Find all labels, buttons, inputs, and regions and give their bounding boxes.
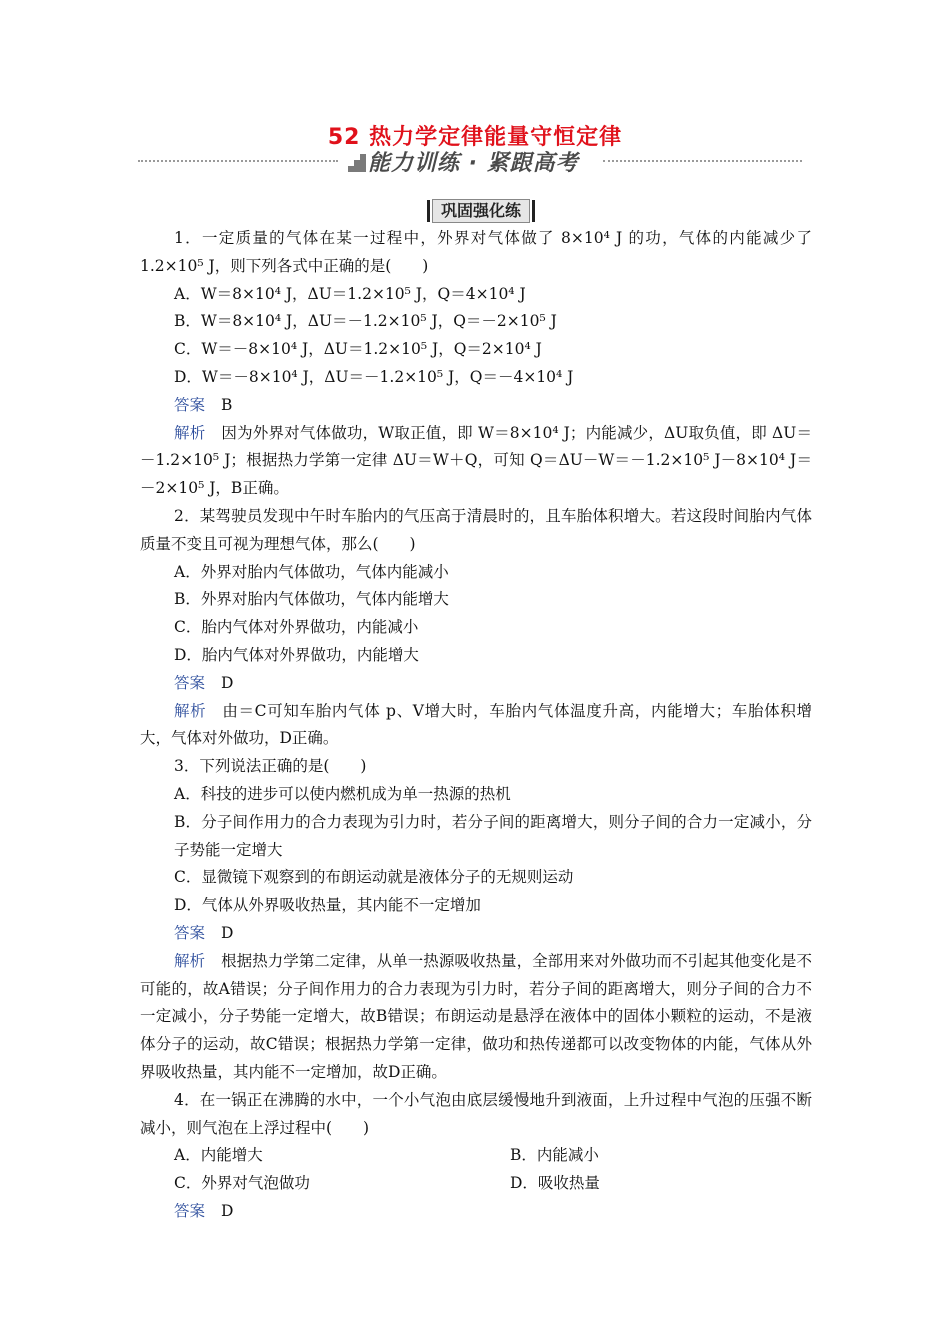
analysis-label: 解析 (174, 423, 206, 442)
answer-line (140, 1198, 812, 1226)
option-b: B．外界对胎内气体做功，气体内能增大 (174, 590, 449, 609)
question-1 (140, 225, 812, 503)
option-c: C．W＝－8×10⁴ J，ΔU＝1.2×10⁵ J，Q＝2×10⁴ J (174, 340, 542, 359)
option-b: B．W＝8×10⁴ J，ΔU＝－1.2×10⁵ J，Q＝－2×10⁵ J (174, 312, 557, 331)
banner-divider-left (138, 160, 338, 162)
analysis-line (140, 948, 812, 1087)
answer-line (140, 670, 812, 698)
question-stem: 1．一定质量的气体在某一过程中，外界对气体做了 8×10⁴ J 的功，气体的内能减少了 1.2×10⁵ J，则下列各式中正确的是( ) (140, 229, 812, 275)
option-d: D．气体从外界吸收热量，其内能不一定增加 (174, 896, 481, 915)
option-c: C．胎内气体对外界做功，内能减小 (174, 618, 419, 637)
answer-value: D (221, 923, 234, 942)
question-stem: 3．下列说法正确的是( ) (174, 757, 367, 776)
banner-divider-right (603, 160, 802, 162)
page-title: 52 热力学定律能量守恒定律 (327, 125, 623, 150)
answer-line (140, 920, 812, 948)
question-3 (140, 753, 812, 1087)
stairs-icon (342, 150, 366, 172)
analysis-line (140, 420, 812, 503)
answer-value: D (221, 673, 234, 692)
answer-line (140, 392, 812, 420)
section-banner (138, 148, 802, 178)
option-b: B．内能减小 (510, 1146, 599, 1165)
option-d: D．胎内气体对外界做功，内能增大 (174, 645, 419, 664)
option-a: A．内能增大 (174, 1146, 263, 1165)
analysis-text: 由＝C可知车胎内气体 p、V增大时，车胎内气体温度升高，内能增大；车胎体积增大，气体对外做功，D正确。 (140, 701, 812, 748)
analysis-line (140, 698, 812, 754)
section-bar-left (427, 200, 430, 222)
section-header (425, 198, 537, 224)
option-a: A．W＝8×10⁴ J，ΔU＝1.2×10⁵ J，Q＝4×10⁴ J (174, 284, 526, 303)
option-a: A．科技的进步可以使内燃机成为单一热源的热机 (174, 784, 511, 803)
question-2 (140, 503, 812, 753)
option-row (140, 1142, 812, 1170)
analysis-text: 根据热力学第二定律，从单一热源吸收热量，全部用来对外做功而不引起其他变化是不可能的，故A错误；分子间作用力的合力表现为引力时，若分子间的距离增大，则分子间的合力不一定减小，分子势能一定增大，故B错误；布朗运动是悬浮在液体中的固体小颗粒的运动，不是液体分子的运动，故C错误；根据热力学第一定律，做功和热传递都可以改变物体的内能，气体从外界吸收热量，其内能不一定增加，故D正确。 (140, 951, 812, 1081)
question-stem: 4．在一锅正在沸腾的水中，一个小气泡由底层缓慢地升到液面，上升过程中气泡的压强不断减小，则气泡在上浮过程中( ) (140, 1090, 812, 1137)
option-a: A．外界对胎内气体做功，气体内能减小 (174, 562, 449, 581)
question-list (140, 225, 812, 1226)
analysis-text: 因为外界对气体做功，W取正值，即 W＝8×10⁴ J；内能减少，ΔU取负值，即 ΔU＝－1.2×10⁵ J；根据热力学第一定律 ΔU＝W＋Q，可知 Q＝ΔU－W＝－1.2×10⁵ J－8×10⁴ J＝－2×10⁵ J，B正确。 (140, 423, 812, 498)
question-stem: 2．某驾驶员发现中午时车胎内的气压高于清晨时的，且车胎体积增大。若这段时间胎内气体质量不变且可视为理想气体，那么( ) (140, 506, 812, 553)
answer-label: 答案 (174, 923, 206, 942)
option-c: C．显微镜下观察到的布朗运动就是液体分子的无规则运动 (174, 868, 574, 887)
banner-text: 能力训练 · 紧跟高考 (368, 151, 579, 176)
section-title: 巩固强化练 (432, 199, 530, 223)
option-b: B．分子间作用力的合力表现为引力时，若分子间的距离增大，则分子间的合力一定减小，分子势能一定增大 (174, 812, 812, 859)
option-d: D．W＝－8×10⁴ J，ΔU＝－1.2×10⁵ J，Q＝－4×10⁴ J (174, 367, 574, 386)
option-c: C．外界对气泡做功 (174, 1174, 310, 1193)
section-bar-right (532, 200, 535, 222)
answer-label: 答案 (174, 673, 206, 692)
answer-value: B (221, 395, 233, 414)
analysis-label: 解析 (174, 951, 206, 970)
answer-label: 答案 (174, 1201, 206, 1220)
answer-value: D (221, 1201, 234, 1220)
option-d: D．吸收热量 (510, 1174, 600, 1193)
analysis-label: 解析 (174, 701, 207, 720)
option-row (140, 1170, 812, 1198)
answer-label: 答案 (174, 395, 206, 414)
question-4 (140, 1087, 812, 1226)
